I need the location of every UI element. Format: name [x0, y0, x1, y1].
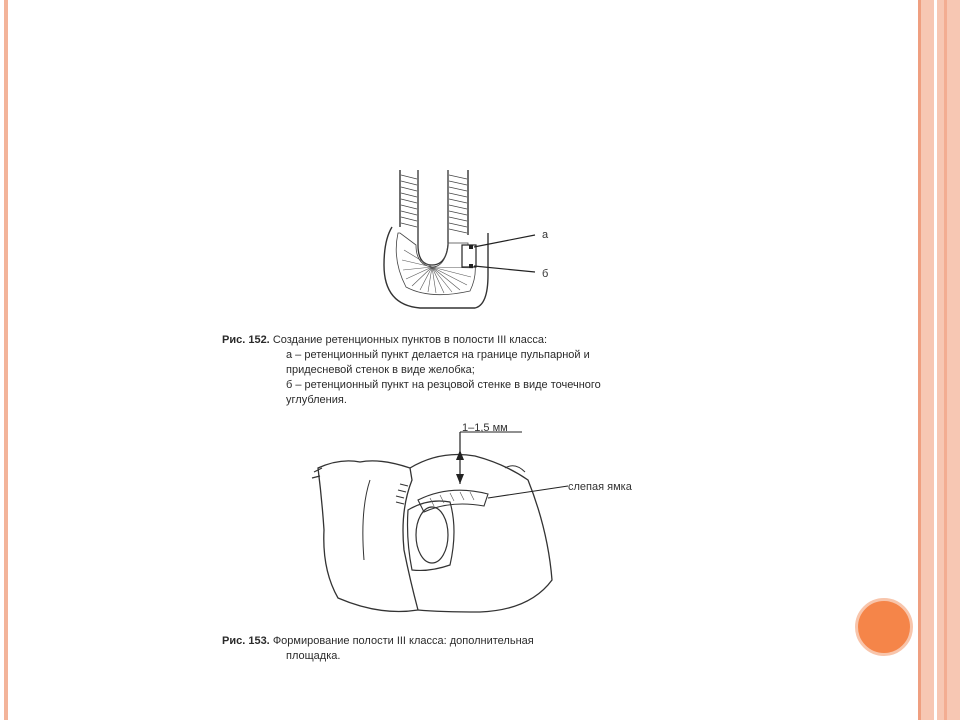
slide-frame-line — [918, 0, 921, 720]
dimension-label: 1–1,5 мм — [462, 422, 508, 434]
caption-line: б – ретенционный пункт на резцовой стенке в виде точечного — [286, 379, 601, 391]
caption-line: углубления. — [286, 394, 347, 406]
slide-frame-line — [944, 0, 947, 720]
caption-line: придесневой стенок в виде желобка; — [286, 364, 475, 376]
slide-frame-right — [918, 0, 960, 720]
slide-frame-line — [934, 0, 937, 720]
slide-frame-left — [4, 0, 8, 720]
caption-title: Формирование полости III класса: дополнительная — [272, 635, 534, 647]
tooth-section-diagram — [370, 165, 570, 325]
caption-line: площадка. — [286, 650, 341, 662]
figure-153-caption — [222, 634, 534, 664]
figure-152-caption — [222, 333, 601, 408]
caption-title: Создание ретенционных пунктов в полости III класса: — [272, 334, 548, 346]
label-a: а — [542, 229, 549, 241]
caption-number: Рис. 153. — [222, 635, 270, 647]
caption-line: а – ретенционный пункт делается на границе пульпарной и — [286, 349, 590, 361]
blind-pit-label: слепая ямка — [568, 481, 632, 493]
caption-number: Рис. 152. — [222, 334, 270, 346]
teeth-cavity-diagram — [300, 420, 580, 620]
label-b: б — [542, 268, 549, 280]
accent-circle — [855, 598, 913, 656]
